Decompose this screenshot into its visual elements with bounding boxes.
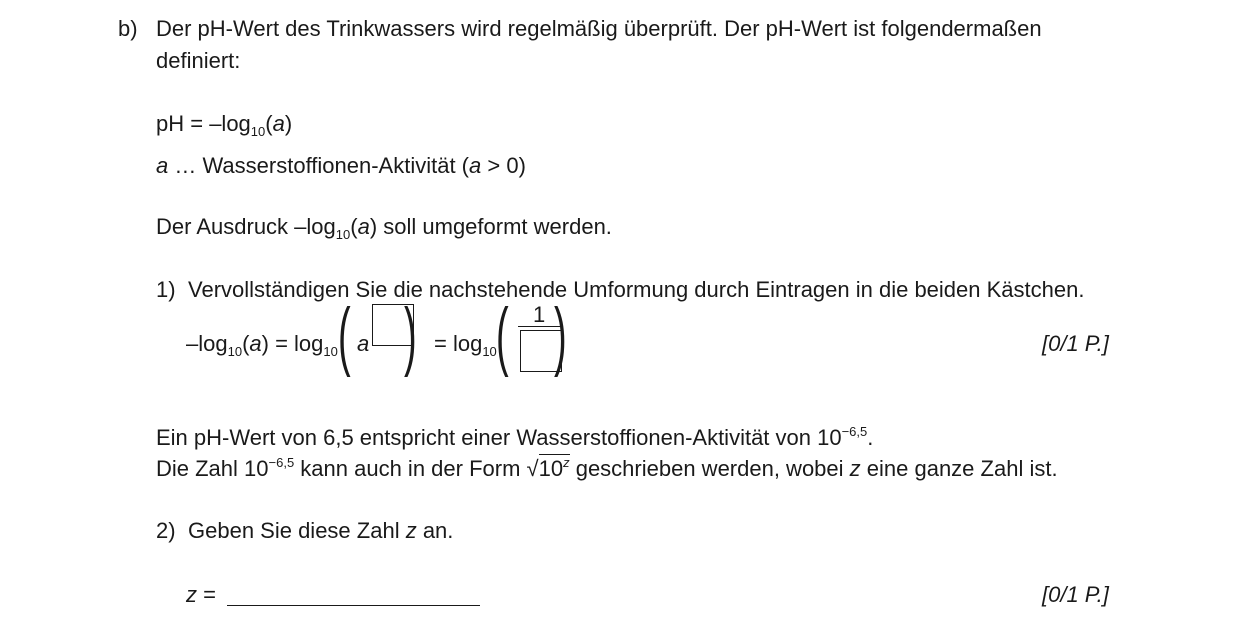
a-definition: a … Wasserstoffionen-Aktivität (a > 0) [156, 153, 526, 178]
task2-text: Geben Sie diese Zahl z an. [188, 518, 454, 543]
task1-eq-lhs: $-\log_{10}(a) = \log_{10}$ [186, 331, 338, 359]
variable-a: a [156, 153, 169, 178]
ph-definition-formula: pH = $-\log_{10}(a)$ [156, 111, 293, 139]
big-paren-right-1: ) [404, 293, 417, 378]
eq-variable-a: a [357, 331, 370, 356]
sqrt-symbol: √ [526, 456, 539, 481]
expression-minus-log: –log [294, 214, 336, 239]
task1-text: Vervollständigen Sie die nachstehende Umformung durch Eintragen in die beiden Kästchen. [188, 277, 1085, 302]
task2-points: [0/1 P.] [1042, 582, 1109, 607]
task1-eq-rhs: = $\log_{10}$ [434, 331, 497, 359]
ph-lhs: pH = –log [156, 111, 251, 136]
big-paren-right-2: ) [554, 293, 567, 378]
log-base: 10 [250, 124, 266, 139]
exponent: −6,5 [841, 424, 868, 439]
info-line2: Die Zahl $10^{-6,5}$ kann auch in der Form √10$^z$ geschrieben werden, wobei z eine ganze Zahl ist. [156, 455, 1058, 481]
variable-a: a [469, 153, 482, 178]
answer-line-z[interactable] [227, 605, 480, 606]
variable-z: z [849, 456, 861, 481]
intro-text-line2: definiert: [156, 48, 241, 73]
sqrt-radicand: 10$^z$ [538, 455, 570, 481]
info-line1: Ein pH-Wert von 6,5 entspricht einer Wasserstoffionen-Aktivität von $10^{-6,5}$. [156, 424, 874, 450]
big-paren-left-1: ( [338, 293, 351, 378]
intro-text-line1: Der pH-Wert des Trinkwassers wird regelmäßig überprüft. Der pH-Wert ist folgendermaßen [156, 16, 1042, 41]
answer-label: z = [186, 582, 216, 607]
expression-sentence: Der Ausdruck $-\log_{10}(a)$ soll umgeformt werden. [156, 214, 612, 242]
task2-number: 2) [156, 518, 176, 543]
fraction-numerator: 1 [533, 302, 546, 327]
task1-number: 1) [156, 277, 176, 302]
big-paren-left-2: ( [496, 293, 509, 378]
part-label: b) [118, 16, 138, 41]
variable-a: a [272, 111, 285, 136]
task1-points: [0/1 P.] [1042, 331, 1109, 356]
